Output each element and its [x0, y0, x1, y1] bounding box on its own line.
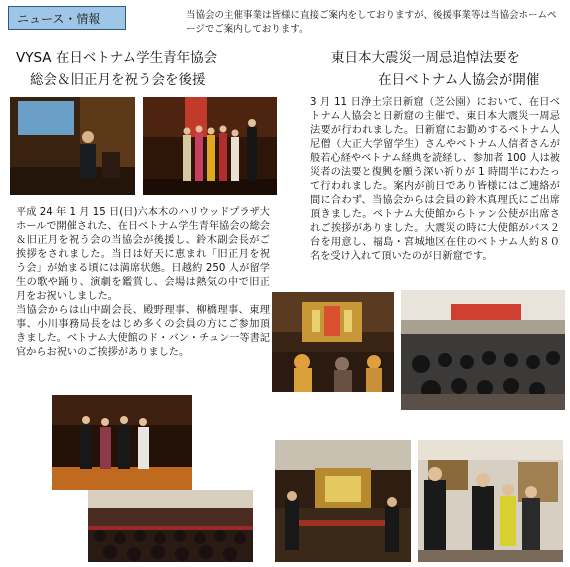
section-tag: ニュース・情報 — [8, 6, 126, 30]
notice-text: 当協会の主催事業は皆様に直接ご案内をしておりますが、後援事業等は当協会ホームページでご案内しております。 — [186, 10, 557, 35]
left-article-body: 平成 24 年 1 月 15 日(日)六本木のハリウッドプラザ大ホールで開催された、在日ベトナム学生青年協会の総会＆旧正月を祝う会の当協会が後援し、鈴木副会長がご挨拶をされました。当日は好天に恵まれ「旧正月を祝う会」が始まる頃には満席状態。日越約 250 人が留学生の歌や踊り、演劇を鑑賞し、会場は熱気の中で旧正月をお祝いしました。 当協会からは山中副会長、殿野理事、柳橋理事、東理事、小川事務局長をはじめ多くの会員の方にご参加頂きました。ベトナム大使館のド・バン・チュン一等書記官からお祝いのご挨拶がありました。 — [16, 207, 270, 358]
photo-speaker-at-podium — [10, 97, 135, 195]
photo-stage-speakers — [52, 395, 192, 490]
photo-audience-hall — [88, 490, 253, 562]
photo-altar-room — [275, 440, 411, 562]
left-article-title-line1: VYSA 在日ベトナム学生青年協会 — [16, 50, 218, 66]
photo-guests-speaking — [418, 440, 563, 562]
photo-memorial-altar-ceremony — [272, 292, 394, 392]
right-article-body: 3 月 11 日浄土宗日新窟（芝公園）において、在日ベトナム人協会と日新窟の主催で、東日本大震災一周忌法要が行われました。日新窟にお勤めするベトナム人尼僧（大正大学留学生）さんやベトナム人信者さんが般若心経やベトナム経典を読経し、参加者 100 人は被災者の法要と復興を願う深い祈りが 1 時間半にわたって行われました。案内が前日であり皆様にはご連絡が間に合わず、当協会からは会員の鈴木真理氏にご出席頂きました。ベトナム大使館からトァン公使が出席されご挨拶がありました。大震災の時に大使館がバス２台を用意し、福島・宮城地区在住のベトナム人約８０名を受け入れて頂いたのが日新窟です。 — [310, 97, 560, 262]
right-article-title-line1: 東日本大震災一周忌追悼法要を — [331, 50, 520, 66]
right-article-title-line2: 在日ベトナム人協会が開催 — [378, 72, 540, 88]
photo-temple-attendees — [401, 290, 565, 410]
photo-performers-on-stage — [143, 97, 277, 195]
left-article-title-line2: 総会＆旧正月を祝う会を後援 — [30, 72, 206, 88]
